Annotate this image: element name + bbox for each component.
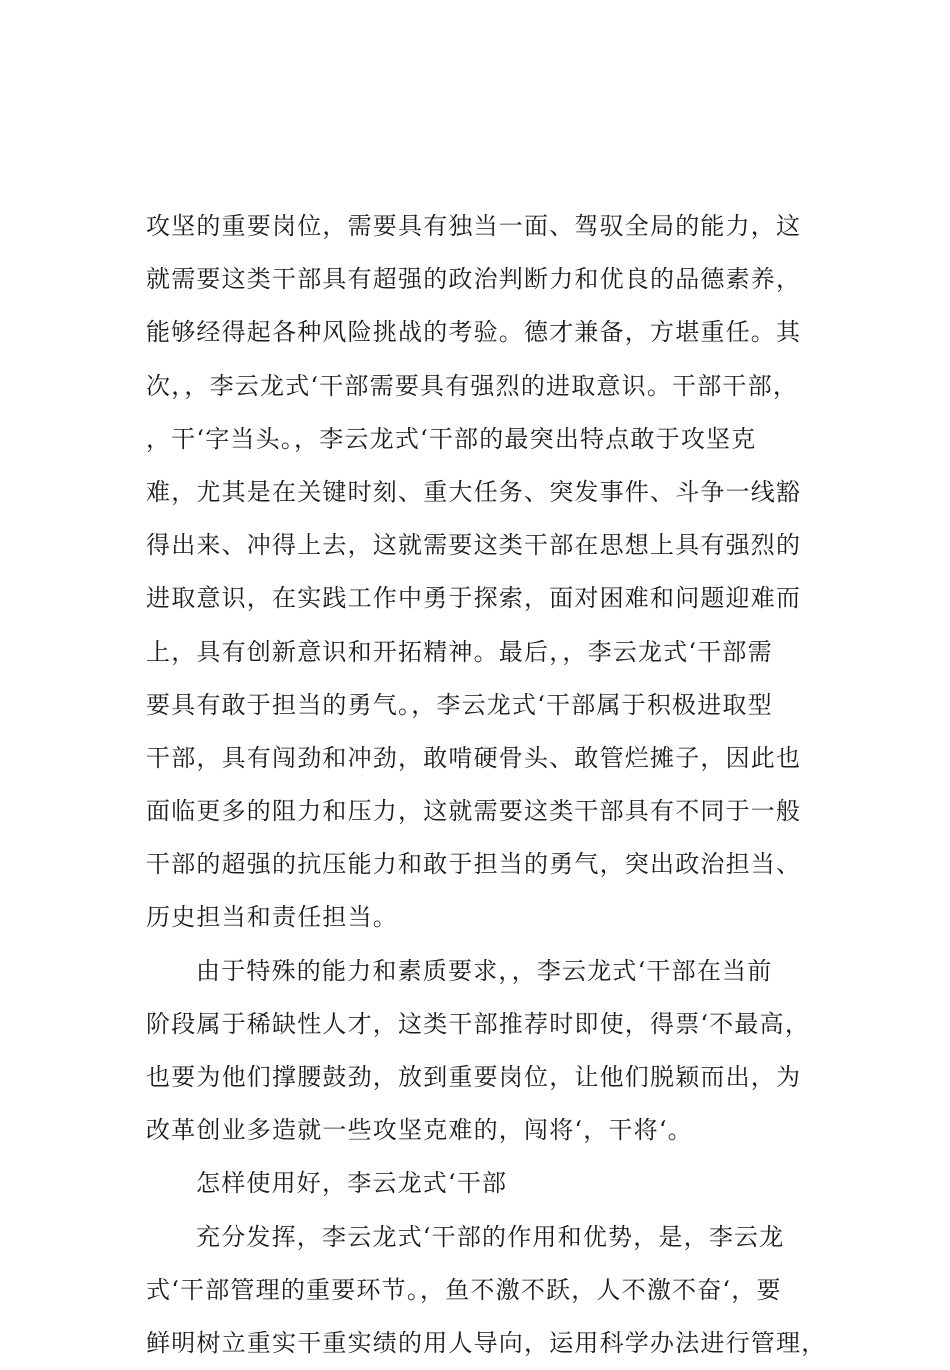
text-line: 就需要这类干部具有超强的政治判断力和优良的品德素养， — [146, 265, 802, 294]
text-line: 改革创业多造就一些攻坚克难的，闯将‘，干将‘。 — [146, 1116, 693, 1145]
text-line: 要具有敢于担当的勇气。，李云龙式‘干部属于积极进取型 — [146, 690, 773, 719]
text-line: 面临更多的阻力和压力，这就需要这类干部具有不同于一般 — [146, 797, 802, 826]
text-line: 历史担当和责任担当。 — [146, 903, 398, 932]
text-line: 也要为他们撑腰鼓劲，放到重要岗位，让他们脱颖而出，为 — [146, 1063, 802, 1091]
text-line: 上，具有创新意识和开拓精神。最后，，李云龙式‘干部需 — [146, 637, 773, 666]
text-line: 能够经得起各种风险挑战的考验。德才兼备，方堪重任。其 — [146, 318, 802, 347]
text-line: 次，，李云龙式‘干部需要具有强烈的进取意识。干部干部， — [146, 371, 799, 400]
text-line: 干部，具有闯劲和冲劲，敢啃硬骨头、敢管烂摊子，因此也 — [146, 743, 802, 772]
text-line: 式‘干部管理的重要环节。，鱼不激不跃，人不激不奋‘，要 — [146, 1275, 782, 1304]
text-line: 进取意识，在实践工作中勇于探索，面对困难和问题迎难而 — [146, 584, 802, 613]
text-line: 得出来、冲得上去，这就需要这类干部在思想上具有强烈的 — [146, 531, 802, 560]
body-text — [146, 200, 826, 1370]
text-line: ，干‘字当头。，李云龙式‘干部的最突出特点敢于攻坚克 — [146, 424, 757, 453]
text-line: 难，尤其是在关键时刻、重大任务、突发事件、斗争一线豁 — [146, 477, 802, 506]
text-line: 干部的超强的抗压能力和敢于担当的勇气，突出政治担当、 — [146, 850, 802, 879]
text-line: 阶段属于稀缺性人才，这类干部推荐时即使，得票‘不最高， — [146, 1009, 811, 1038]
paragraph-start-line: 由于特殊的能力和素质要求，，李云龙式‘干部在当前 — [196, 956, 773, 985]
text-line: 攻坚的重要岗位，需要具有独当一面、驾驭全局的能力，这 — [146, 212, 802, 240]
paragraph-start-line: 充分发挥，李云龙式‘干部的作用和优势，是，李云龙 — [196, 1222, 785, 1251]
section-heading: 怎样使用好，李云龙式‘干部 — [196, 1169, 508, 1198]
text-line: 鲜明树立重实干重实绩的用人导向，运用科学办法进行管理， — [146, 1328, 827, 1357]
